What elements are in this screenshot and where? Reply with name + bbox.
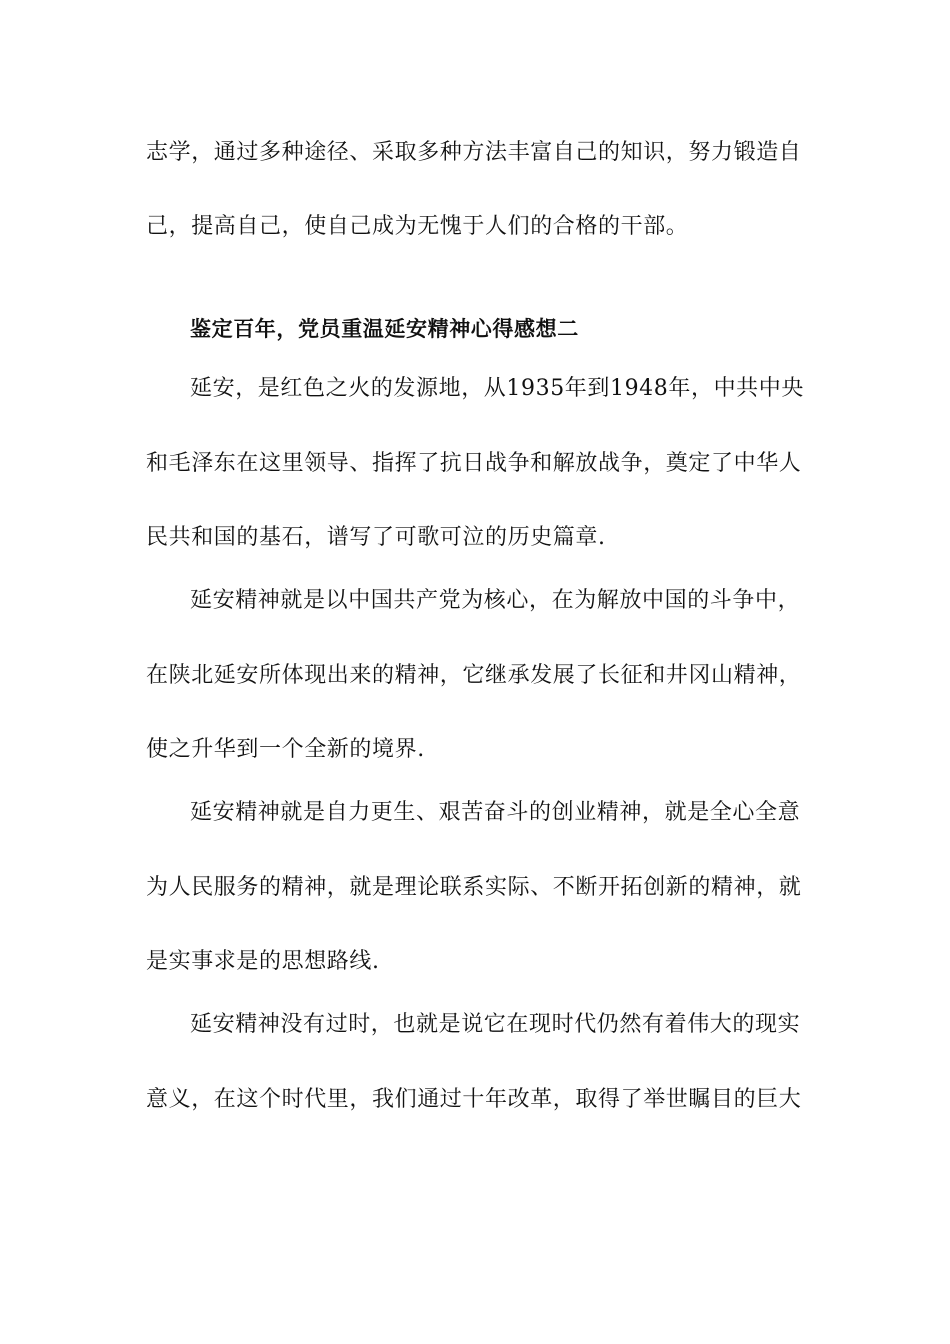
carryover-line-2: 己，提高自己，使自己成为无愧于人们的合格的干部。	[146, 214, 689, 239]
paragraph-1-line-3: 民共和国的基石，谱写了可歌可泣的历史篇章.	[146, 525, 606, 550]
carryover-line-1: 志学，通过多种途径、采取多种方法丰富自己的知识，努力锻造自	[146, 140, 802, 165]
paragraph-2-line-3: 使之升华到一个全新的境界.	[146, 737, 425, 762]
section-heading: 鉴定百年，党员重温延安精神心得感想二	[190, 317, 579, 341]
paragraph-4-line-2: 意义，在这个时代里，我们通过十年改革，取得了举世瞩目的巨大	[146, 1087, 802, 1112]
paragraph-2-line-2: 在陕北延安所体现出来的精神，它继承发展了长征和井冈山精神，	[146, 663, 802, 688]
paragraph-1-line-1: 延安，是红色之火的发源地，从1935年到1948年，中共中央	[190, 376, 804, 401]
paragraph-3-line-2: 为人民服务的精神，就是理论联系实际、不断开拓创新的精神，就	[146, 875, 802, 900]
paragraph-1-line-2: 和毛泽东在这里领导、指挥了抗日战争和解放战争，奠定了中华人	[146, 451, 802, 476]
paragraph-4-line-1: 延安精神没有过时，也就是说它在现时代仍然有着伟大的现实	[190, 1012, 801, 1037]
paragraph-3-line-3: 是实事求是的思想路线.	[146, 949, 380, 974]
paragraph-3-line-1: 延安精神就是自力更生、艰苦奋斗的创业精神，就是全心全意	[190, 800, 801, 825]
paragraph-2-line-1: 延安精神就是以中国共产党为核心，在为解放中国的斗争中，	[190, 588, 801, 613]
